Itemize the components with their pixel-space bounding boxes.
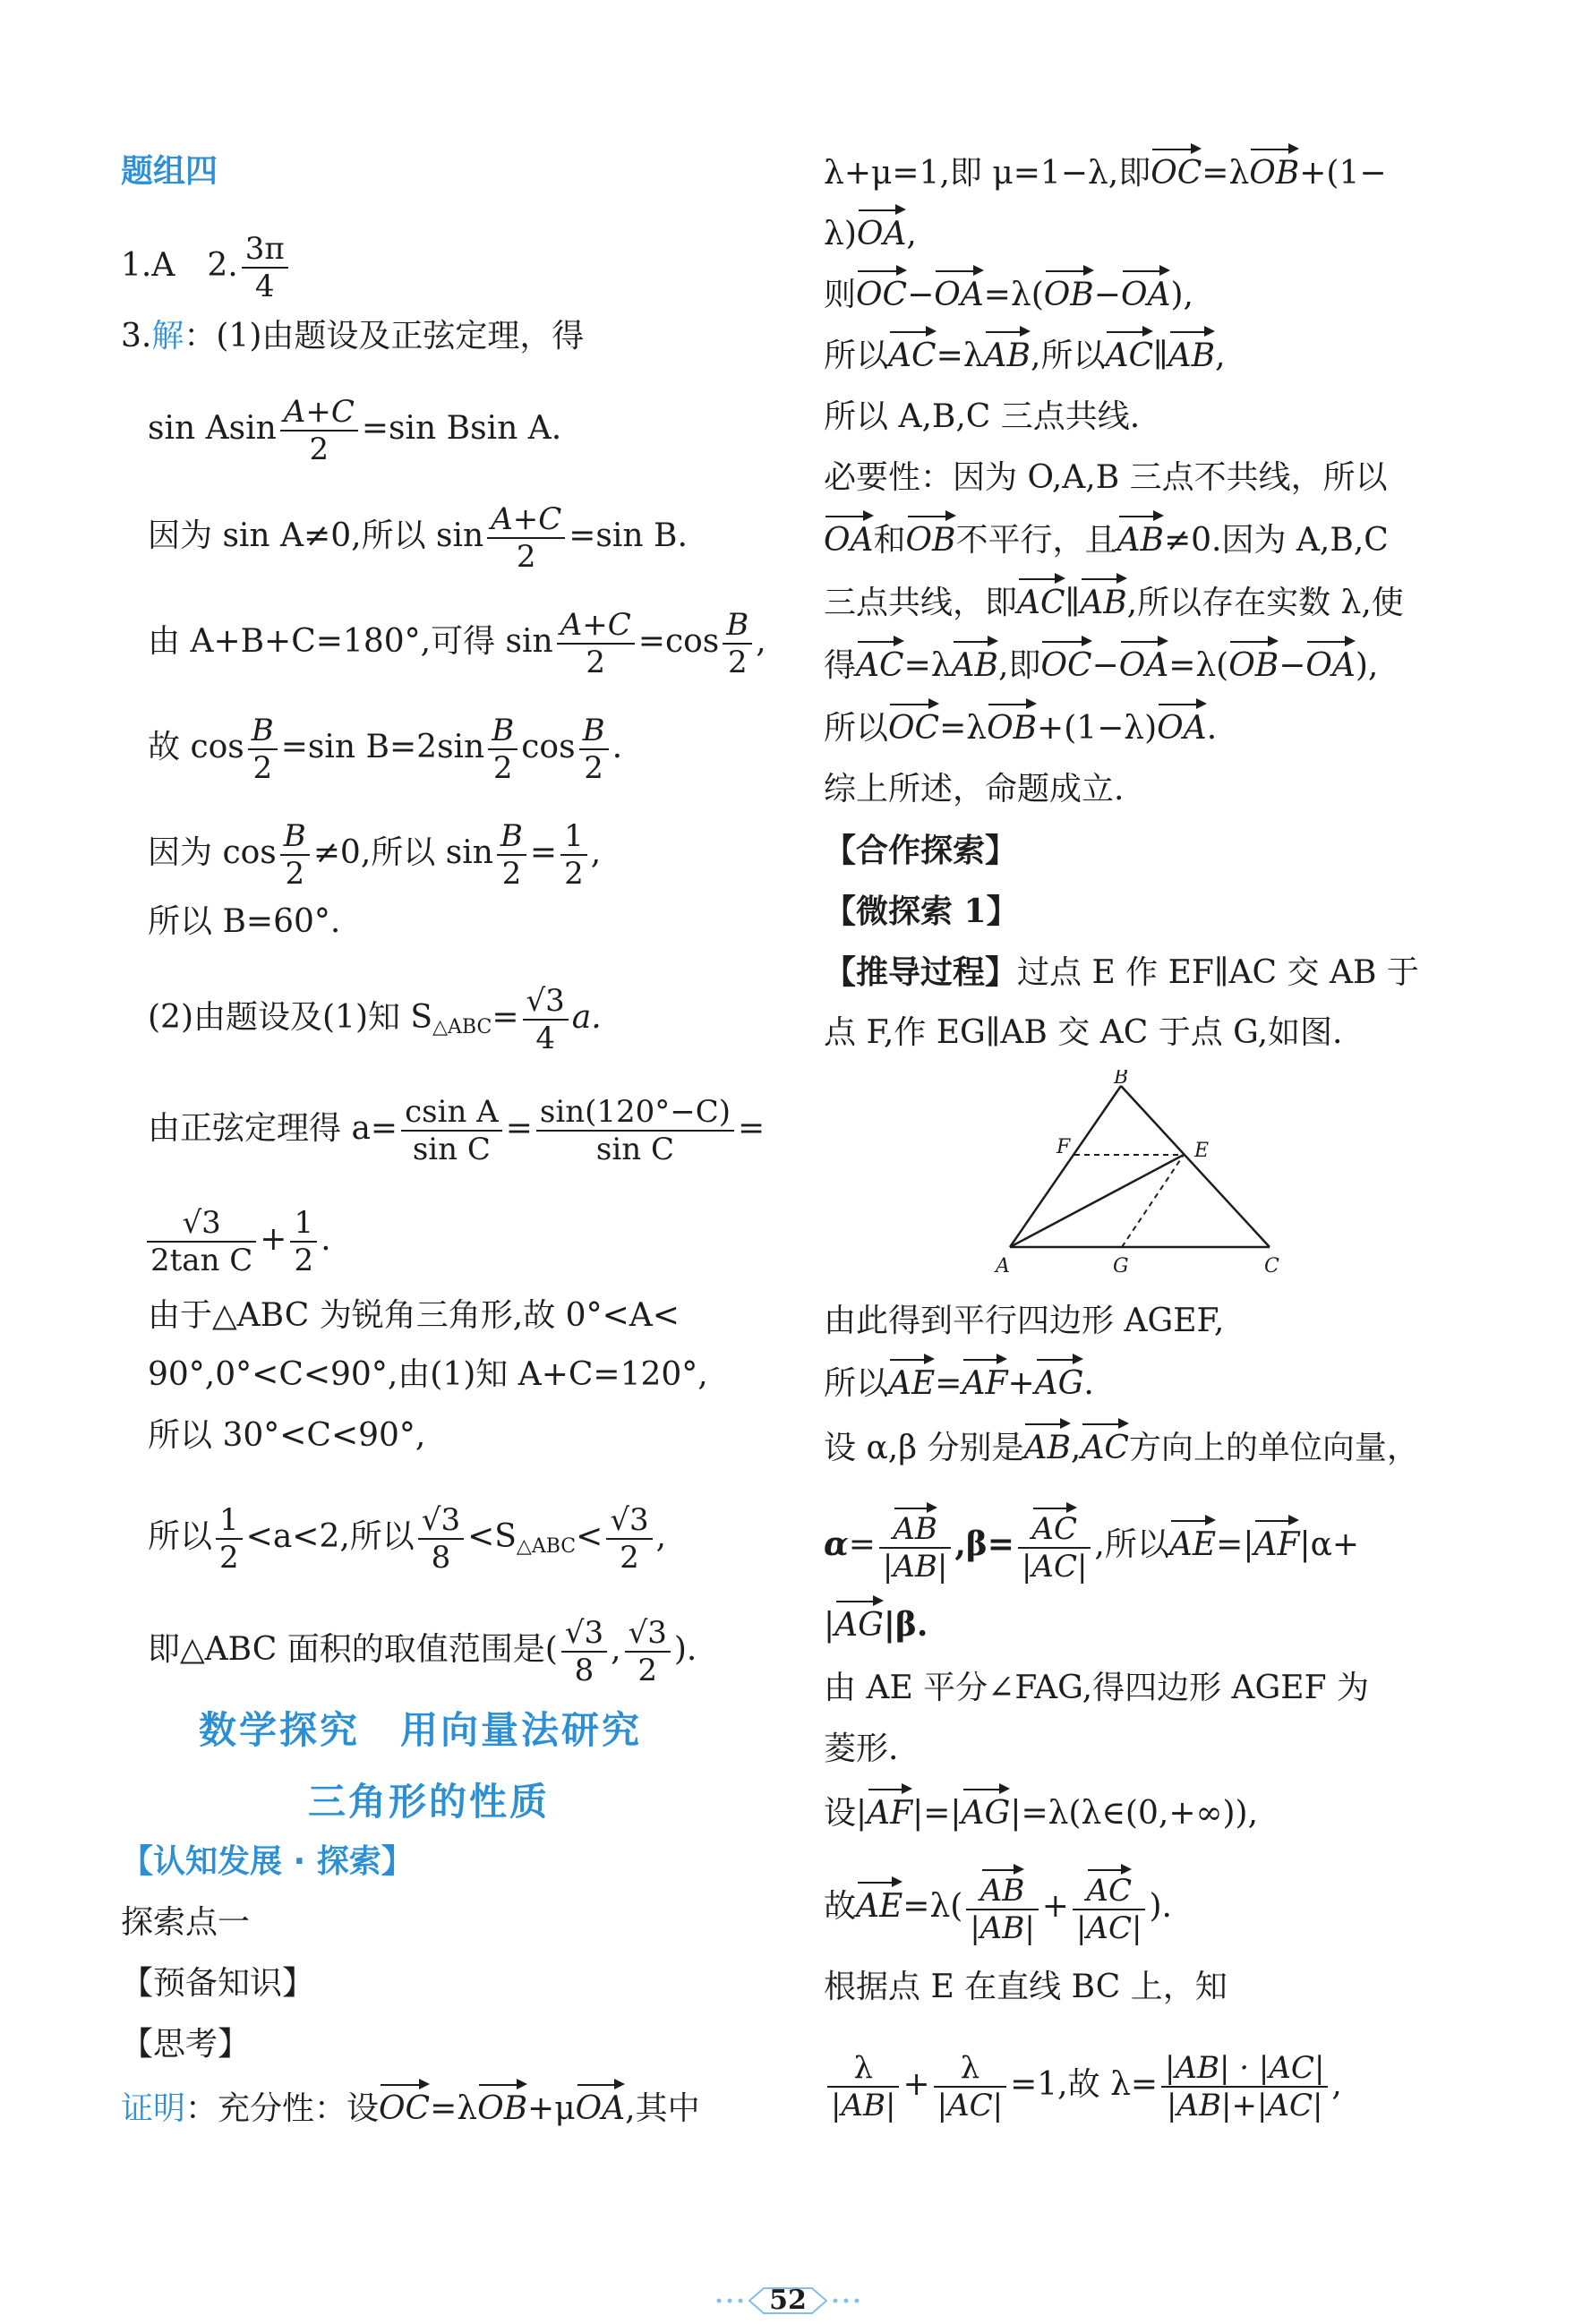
label-g: G (1113, 1255, 1129, 1277)
eq-1: sin Asin $\frac{A+C}{2}$ =sin Bsin A. (148, 394, 562, 467)
label-e: E (1194, 1140, 1210, 1162)
section-title-line-2: 三角形的性质 (308, 1780, 551, 1824)
eq-8: 由正弦定理得 a= $\frac{\text{csin A}}{\text{sin C}}$ = $\frac{\sin(120^\circ-C)}{\text{sin C}}$ = (148, 1094, 766, 1167)
explore-point: 探索点一 (121, 1904, 251, 1941)
r-line-9: 得AC=λAB,即OC−OA=λ(OB−OA), (824, 643, 1378, 688)
eq-5: 因为 cos $\frac{B}{2}$ ≠0,所以 sin $\frac{B}{2}$ = $\frac{1}{2}$ , (148, 818, 602, 892)
solution-label: 解 (151, 318, 184, 355)
eq-7: (2)由题设及(1)知 $S_{\triangle ABC}=$ $\frac{√3}{4}$ a. (148, 983, 602, 1056)
r-line-15: 所以AE=AF+AG. (824, 1361, 1094, 1406)
r-line-20: 菱形. (824, 1730, 899, 1767)
r-line-17: α= $\frac{AB}{|AB|}$ ,β= $\frac{AC}{|AC|}$ ,所以AE=|AF|α+ (824, 1511, 1360, 1585)
r-line-12: 【推导过程】过点 E 作 EF∥AC 交 AB 于 (824, 953, 1419, 991)
r-line-19: 由 AE 平分∠FAG,得四边形 AGEF 为 (824, 1670, 1369, 1706)
eq-9: $\frac{√3}{\text{2tan C}}$ + $\frac{1}{2}$ . (143, 1205, 331, 1278)
eq-12: 所以 30°<C<90°, (148, 1417, 426, 1454)
r-line-18: |AG|β. (824, 1602, 928, 1647)
r-line-13: 点 F,作 EG∥AB 交 AC 于点 G,如图. (824, 1014, 1343, 1051)
eq-2: 因为 sin A≠0,所以 sin $\frac{A+C}{2}$ =sin B. (148, 501, 688, 575)
r-line-23: 根据点 E 在直线 BC 上，知 (824, 1969, 1228, 2005)
r-line-24: $\frac{\lambda}{|AB|}$ + $\frac{\lambda}{|AC|}$ =1,故 λ= $\frac{|AB| \cdot |AC|}{|AB|+|AC|}$ , (824, 2050, 1342, 2123)
r-line-22: 故AE=λ( $\frac{AB}{|AB|}$ + $\frac{AC}{|AC|}$ ). (824, 1873, 1172, 1946)
eq-6: 所以 B=60°. (148, 903, 341, 940)
segment-ae (1010, 1155, 1184, 1247)
q3-intro: 3.解：(1)由题设及正弦定理，得 (121, 318, 585, 355)
r-line-14: 由此得到平行四边形 AGEF, (824, 1303, 1225, 1339)
page-number: 52 (769, 2285, 807, 2316)
r-line-16: 设 α,β 分别是AB,AC方向上的单位向量， (824, 1425, 1419, 1470)
triangle-diagram (985, 1070, 1307, 1285)
label-a: A (996, 1255, 1010, 1277)
r-line-6: 必要性：因为 O,A,B 三点不共线，所以 (824, 459, 1388, 496)
r-line-4: 所以AC=λAB,所以AC∥AB, (824, 333, 1226, 378)
r-line-11: 综上所述，命题成立. (824, 771, 1125, 807)
side-ab (1010, 1086, 1121, 1247)
r-line-8: 三点共线，即AC∥AB,所以存在实数 λ,使 (824, 580, 1404, 625)
proof-label: 证明 (121, 2090, 186, 2127)
label-f: F (1056, 1136, 1071, 1158)
eq-11: 90°,0°<C<90°,由(1)知 A+C=120°, (148, 1356, 708, 1393)
tag-prep: 【预备知识】 (121, 1965, 315, 2002)
tag-coop: 【合作探索】 (824, 832, 1018, 869)
r-line-10: 所以OC=λOB+(1−λ)OA. (824, 705, 1217, 750)
label-b: B (1114, 1070, 1129, 1089)
eq-3: 由 A+B+C=180°,可得 sin $\frac{A+C}{2}$ =cos $\frac{B}{2}$ , (148, 607, 766, 680)
proof-line: 证明：充分性：设OC=λOB+μOA,其中 (121, 2086, 700, 2131)
frac-3pi-4: $\frac{3\pi}{4}$ (242, 231, 288, 304)
r-line-21: 设|AF|=|AG|=λ(λ∈(0,+∞)), (824, 1790, 1258, 1835)
r-line-3: 则OC−OA=λ(OB−OA), (824, 272, 1193, 317)
answers-1-2: 1.A 2. $\frac{3\pi}{4}$ (121, 231, 292, 304)
tag-micro: 【微探索 1】 (824, 893, 1019, 930)
tag-cognition: 【认知发展 · 探索】 (121, 1843, 414, 1880)
segment-ge (1122, 1155, 1184, 1247)
r-line-1: λ+μ=1,即 μ=1−λ,即OC=λOB+(1− (824, 150, 1387, 195)
eq-10: 由于△ABC 为锐角三角形,故 0°<A< (148, 1297, 680, 1334)
r-line-2: λ)OA, (824, 211, 917, 256)
tag-think: 【思考】 (121, 2026, 251, 2063)
eq-4: 故 cos $\frac{B}{2}$ =sin B=2sin $\frac{B}{2}$ cos $\frac{B}{2}$ . (148, 713, 623, 786)
section-title-line-1: 数学探究 用向量法研究 (199, 1708, 643, 1752)
label-c: C (1264, 1255, 1279, 1277)
eq-14: 即△ABC 面积的取值范围是( $\frac{√3}{8}$ , $\frac{√3}{2}$ ). (148, 1615, 697, 1688)
r-line-5: 所以 A,B,C 三点共线. (824, 398, 1141, 435)
eq-13: 所以 $\frac{1}{2}$ <a<2,所以 $\frac{√3}{8}$ $<S_{\triangle ABC}<$ $\frac{√3}{2}$ , (148, 1502, 667, 1576)
side-bc (1121, 1086, 1270, 1247)
group-heading: 题组四 (121, 153, 218, 190)
r-line-7: OA和OB不平行，且AB≠0.因为 A,B,C (824, 517, 1389, 562)
